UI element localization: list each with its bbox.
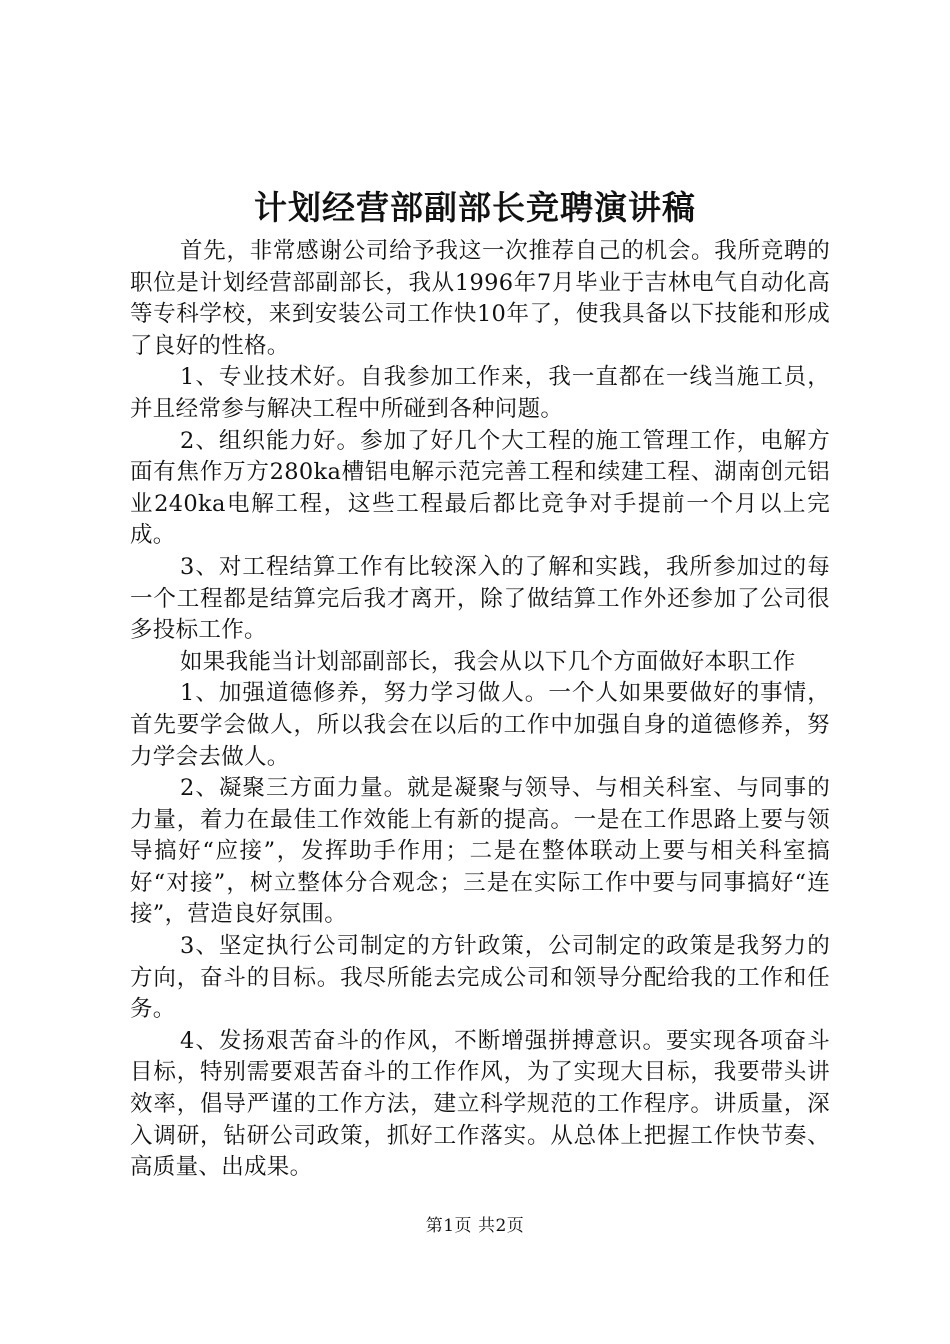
document-body [130,236,830,1184]
paragraph-plan-2: 2、凝聚三方面力量。就是凝聚与领导、与相关科室、与同事的力量，着力在最佳工作效能上有新的提高。一是在工作思路上要与领导搞好“应接”，发挥助手作用；二是在整体联动上要与相关科室搞好“对接”，树立整体分合观念；三是在实际工作中要与同事搞好“连接”，营造良好氛围。 [130,775,830,928]
paragraph-skill-2: 2、组织能力好。参加了好几个大工程的施工管理工作，电解方面有焦作万方280ka槽铝电解示范完善工程和续建工程、湖南创元铝业240ka电解工程，这些工程最后都比竞争对手提前一个月以上完成。 [130,427,830,549]
document-title: 计划经营部副部长竞聘演讲稿 [254,188,696,227]
paragraph-plan-4: 4、发扬艰苦奋斗的作风，不断增强拼搏意识。要实现各项奋斗目标，特别需要艰苦奋斗的工作作风，为了实现大目标，我要带头讲效率，倡导严谨的工作方法，建立科学规范的工作程序。讲质量，深入调研，钻研公司政策，抓好工作落实。从总体上把握工作快节奏、高质量、出成果。 [130,1027,830,1181]
paragraph-skill-3: 3、对工程结算工作有比较深入的了解和实践，我所参加过的每一个工程都是结算完后我才离开，除了做结算工作外还参加了公司很多投标工作。 [130,553,830,644]
paragraph-plan-1: 1、加强道德修养，努力学习做人。一个人如果要做好的事情，首先要学会做人，所以我会在以后的工作中加强自身的道德修养，努力学会去做人。 [130,680,830,770]
paragraph-plan-intro: 如果我能当计划部副部长，我会从以下几个方面做好本职工作 [180,648,796,675]
paragraph-plan-3: 3、坚定执行公司制定的方针政策，公司制定的政策是我努力的方向，奋斗的目标。我尽所能去完成公司和领导分配给我的工作和任务。 [130,933,830,1023]
paragraph-skill-1: 1、专业技术好。自我参加工作来，我一直都在一线当施工员，并且经常参与解决工程中所碰到各种问题。 [130,364,830,422]
page-footer: 第1页 共2页 [425,1216,525,1236]
paragraph-intro: 首先，非常感谢公司给予我这一次推荐自己的机会。我所竞聘的职位是计划经营部副部长，我从1996年7月毕业于吉林电气自动化高等专科学校，来到安装公司工作快10年了，使我具备以下技能和形成了良好的性格。 [130,238,830,359]
